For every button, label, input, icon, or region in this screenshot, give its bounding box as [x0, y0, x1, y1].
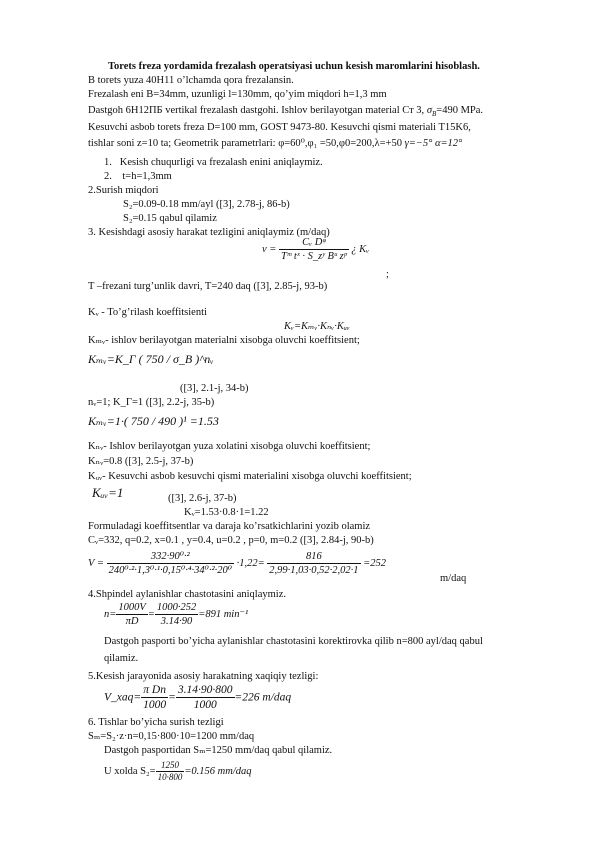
intro-line-2: Frezalash eni B=34mm, uzunligi l=130mm, qo’yim miqdori h=1,3 mm [88, 89, 387, 100]
sz-fraction: $\frac{1250}{10\cdot 800}$ [157, 760, 183, 783]
section-heading: Kᵥ - To’g’rilash koeffitsienti [88, 307, 207, 318]
knv-value: Kₙᵥ=0.8 ([3], 2.5-j, 37-b) [88, 456, 194, 467]
passport-line-1: Dastgoh pasporti bo’yicha aylanishlar chastotasini korektirovka qilib n=800 ayl/daq qabul [104, 636, 483, 647]
list-item: 1. Kesish chuqurligi va frezalash enini aniqlaymiz. [104, 157, 323, 168]
actual-speed-formula: V_xaq= $\frac{\text{π Dn}}{1000}$ = $\frac{3.14\cdot 90\cdot 800}{1000}$ =226 m/daq [104, 684, 292, 712]
speed-calculation: V = $\frac{\text{332·90⁰·²}}{\text{240⁰·²·1,3⁰·¹·0,15⁰·⁴·34⁰·²·20⁰}}$ ·1,22= $\frac{816}{2,99\cdot 1,03\cdot 0,52\cdot 2,02\cdot 1}$ =252 [88, 551, 387, 577]
section-heading: 3. Kesishdagi asosiy harakat tezligini aniqlaymiz (m/daq) [88, 227, 330, 238]
kuv-value: Kᵤᵥ=1 [92, 485, 124, 500]
feed-calculation: Sₘ=S₂·z·n=0,15·800·10=1200 mm/daq [88, 731, 255, 742]
spindle-fraction-2: $\frac{1000\cdot 252}{3.14\cdot 90}$ [156, 602, 197, 628]
kv-total: Kᵥ=1.53·0.8·1=1.22 [184, 507, 269, 518]
surish-accepted: S₂=0.15 qabul qilamiz [123, 213, 217, 224]
surish-range: S₂=0.09-0.18 mm/ayl ([3], 2.78-j, 86-b) [123, 199, 290, 210]
semicolon: ; [386, 269, 389, 280]
kmv-calculation: Kₘᵥ=1·( 750 / 490 )¹ =1.53 [88, 414, 219, 428]
speed-calc-fraction-1: $\frac{\text{332·90⁰·²}}{\text{240⁰·²·1,3⁰·¹·0,15⁰·⁴·34⁰·²·20⁰}}$ [108, 551, 232, 577]
actual-fraction-1: $\frac{\text{π Dn}}{1000}$ [143, 684, 167, 712]
intro-line-3 [88, 104, 483, 117]
speed-calc-fraction-2: $\frac{816}{2,99\cdot 1,03\cdot 0,52\cdot 2,02\cdot 1}$ [269, 551, 359, 577]
intro-line-1: B torets yuza 40H11 o’lchamda qora frezalansin. [88, 75, 294, 86]
kuv-description: Kᵤᵥ- Kesuvchi asbob kesuvchi qismi materialini xisobga oluvchi koeffitsient; [88, 471, 412, 482]
section-heading: 5.Kesish jarayonida asosiy harakatning xaqiqiy tezligi: [88, 671, 319, 682]
kmv-formula: Kₘᵥ=K_Г ( 750 / σ_B )^nᵥ [88, 352, 214, 366]
page-title: Torets freza yordamida frezalash operatsiyasi uchun kesish maromlarini hisoblash. [108, 61, 480, 72]
spindle-fraction-1: $\frac{1000V}{\pi D}$ [118, 602, 146, 628]
intro-line-4: Kesuvchi asbob torets freza D=100 mm, GOST 9473-80. Kesuvchi qismi materiali T15K6, [88, 122, 471, 133]
kmv-reference: ([3], 2.1-j, 34-b) [180, 383, 249, 394]
coefficients-line: Cᵥ=332, q=0.2, x=0.1 , y=0.4, u=0.2 , p=0, m=0.2 ([3], 2.84-j, 90-b) [88, 535, 374, 546]
feed-passport: Dastgoh pasportidan Sₘ=1250 mm/daq qabul qilamiz. [104, 745, 333, 756]
knv-description: Kₙᵥ- Ishlov berilayotgan yuza xolatini xisobga oluvchi koeffitsient; [88, 441, 371, 452]
speed-fraction: $\frac{\text{Cᵥ Dᵠ}}{\text{Tᵐ tˣ · S\_zʸ Bᵘ zᵖ}}$ [281, 237, 347, 263]
section-heading: 6. Tishlar bo’yicha surish tezligi [88, 717, 224, 728]
actual-fraction-2: $\frac{3.14\cdot 90\cdot 800}{1000}$ [177, 684, 233, 712]
section-heading: Formuladagi koeffitsentlar va daraja ko’rsatkichlarini yozib olamiz [88, 521, 371, 532]
sigma-value: =490 MPa. [436, 105, 484, 116]
list-item: 2. t=h=1,3mm [104, 171, 172, 182]
kmv-description: Kₘᵥ- ishlov berilayotgan materialni xisobga oluvchi koeffitsient; [88, 335, 360, 346]
speed-unit: m/daq [440, 573, 467, 584]
sz-formula: U xolda S₂= $\frac{1250}{10\cdot 800}$ =0.156 mm/daq [104, 760, 252, 783]
kv-product: Kᵥ=Kₘᵥ·Kₙᵥ·Kᵤᵥ [284, 321, 350, 332]
spindle-formula: n= $\frac{1000V}{\pi D}$ = $\frac{1000\cdot 252}{3.14\cdot 90}$ =891 min⁻¹ [104, 602, 249, 628]
angles-text: γ=−5° α=12° [404, 138, 463, 149]
sigma-b-symbol: $\sigma_B$ [426, 105, 437, 119]
intro-line-5 [88, 137, 462, 150]
passport-line-2: qilamiz. [104, 653, 139, 664]
section-heading: 4.Shpindel aylanishlar chastotasini aniqlaymiz. [88, 589, 286, 600]
section-heading: 2.Surish miqdori [88, 185, 159, 196]
speed-formula: v = $\frac{\text{Cᵥ Dᵠ}}{\text{Tᵐ tˣ · S\_zʸ Bᵘ zᵖ}}$ ¿ Kᵥ [262, 237, 370, 263]
stability-period: T –frezani turg’unlik davri, T=240 daq ([3], 2.85-j, 93-b) [88, 281, 328, 292]
kuv-reference: ([3], 2.6-j, 37-b) [168, 493, 237, 504]
geometry-text: tishlar soni z=10 ta; Geometrik parametrlari: φ=60⁰,φ₁ =50,φ0=200,λ=+50 [88, 138, 405, 149]
nv-line: nᵥ=1; K_Г=1 ([3], 2.2-j, 35-b) [88, 397, 215, 408]
material-text: Dastgoh 6Н12ПБ vertikal frezalash dastgohi. Ishlov berilayotgan material Ст 3, [88, 105, 427, 116]
